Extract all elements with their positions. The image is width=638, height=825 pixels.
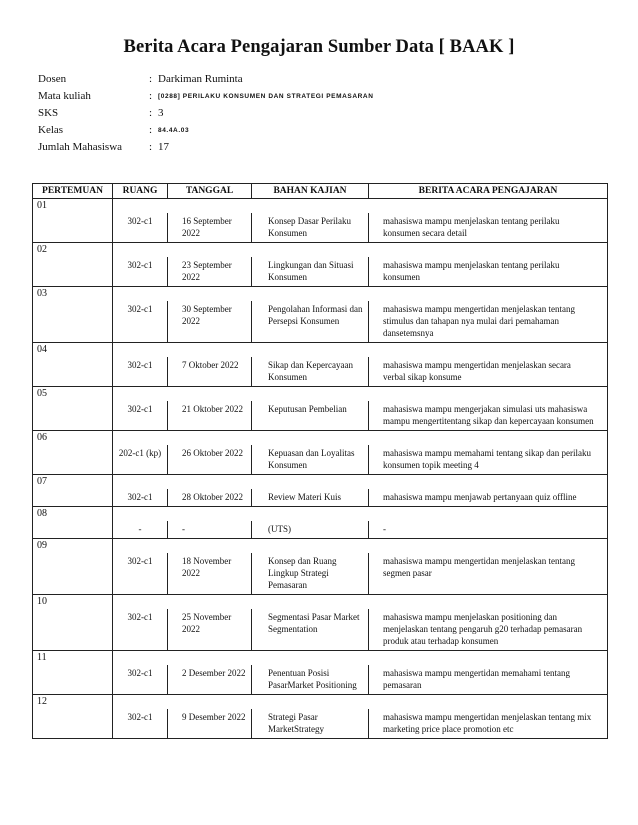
meeting-number-row <box>33 287 608 302</box>
header-ruang: RUANG <box>113 184 168 199</box>
cell-pertemuan <box>33 521 113 539</box>
meeting-number: 09 <box>33 539 113 554</box>
cell-ruang: 302-c1 <box>113 489 168 507</box>
cell-pertemuan <box>33 709 113 739</box>
cell-tanggal: 26 Oktober 2022 <box>168 445 252 475</box>
info-value: [0288] PERILAKU KONSUMEN DAN STRATEGI PEMASARAN <box>158 93 374 100</box>
cell-berita-acara: mahasiswa mampu mengertidan menjelaskan tentang stimulus dan tahapan nya mulai dari pemahaman dansetemsnya <box>369 301 608 343</box>
cell-ruang: 302-c1 <box>113 665 168 695</box>
meeting-number-spacer <box>113 431 608 446</box>
cell-tanggal: 9 Desember 2022 <box>168 709 252 739</box>
meeting-number-spacer <box>113 595 608 610</box>
table-row <box>33 521 608 539</box>
info-label: SKS <box>38 107 59 119</box>
meeting-number: 06 <box>33 431 113 446</box>
info-value: Darkiman Ruminta <box>158 73 243 85</box>
cell-berita-acara: mahasiswa mampu menjelaskan tentang perilaku konsumen <box>369 257 608 287</box>
meeting-number-row <box>33 343 608 358</box>
cell-berita-acara: mahasiswa mampu memahami tentang sikap dan perilaku konsumen topik meeting 4 <box>369 445 608 475</box>
cell-tanggal: 2 Desember 2022 <box>168 665 252 695</box>
table-row <box>33 357 608 387</box>
cell-bahan-kajian: Konsep dan Ruang Lingkup Strategi Pemasaran <box>252 553 369 595</box>
cell-bahan-kajian: Review Materi Kuis <box>252 489 369 507</box>
meeting-number-spacer <box>113 651 608 666</box>
cell-ruang: 302-c1 <box>113 301 168 343</box>
cell-ruang: 302-c1 <box>113 709 168 739</box>
header-pertemuan: PERTEMUAN <box>33 184 113 199</box>
cell-ruang: 302-c1 <box>113 257 168 287</box>
cell-tanggal: - <box>168 521 252 539</box>
cell-pertemuan <box>33 357 113 387</box>
info-label: Kelas <box>38 124 64 136</box>
cell-tanggal: 7 Oktober 2022 <box>168 357 252 387</box>
cell-tanggal: 25 November 2022 <box>168 609 252 651</box>
table-row <box>33 301 608 343</box>
cell-pertemuan <box>33 489 113 507</box>
cell-bahan-kajian: (UTS) <box>252 521 369 539</box>
teaching-record-table <box>32 183 608 739</box>
meeting-number-spacer <box>113 695 608 710</box>
cell-berita-acara: mahasiswa mampu menjawab pertanyaan quiz offline <box>369 489 608 507</box>
cell-bahan-kajian: Sikap dan Kepercayaan Konsumen <box>252 357 369 387</box>
meeting-number-spacer <box>113 539 608 554</box>
cell-berita-acara: mahasiswa mampu menjelaskan tentang perilaku konsumen secara detail <box>369 213 608 243</box>
meeting-number-spacer <box>113 243 608 258</box>
cell-bahan-kajian: Pengolahan Informasi dan Persepsi Konsumen <box>252 301 369 343</box>
cell-bahan-kajian: Keputusan Pembelian <box>252 401 369 431</box>
cell-berita-acara: mahasiswa mampu mengertidan menjelaskan tentang segmen pasar <box>369 553 608 595</box>
cell-pertemuan <box>33 213 113 243</box>
meeting-number-spacer <box>113 199 608 214</box>
cell-tanggal: 18 November 2022 <box>168 553 252 595</box>
meeting-number: 03 <box>33 287 113 302</box>
meeting-number-row <box>33 651 608 666</box>
cell-pertemuan <box>33 445 113 475</box>
meeting-number: 01 <box>33 199 113 214</box>
cell-ruang: 302-c1 <box>113 401 168 431</box>
cell-tanggal: 28 Oktober 2022 <box>168 489 252 507</box>
meeting-number: 08 <box>33 507 113 522</box>
meeting-number-spacer <box>113 343 608 358</box>
cell-bahan-kajian: Segmentasi Pasar Market Segmentation <box>252 609 369 651</box>
info-colon: : <box>149 141 153 153</box>
cell-bahan-kajian: Strategi Pasar MarketStrategy <box>252 709 369 739</box>
cell-ruang: - <box>113 521 168 539</box>
cell-berita-acara: - <box>369 521 608 539</box>
table-row <box>33 665 608 695</box>
info-label: Mata kuliah <box>38 90 91 102</box>
cell-bahan-kajian: Penentuan Posisi PasarMarket Positioning <box>252 665 369 695</box>
cell-berita-acara: mahasiswa mampu menjelaskan positioning dan menjelaskan tentang pengaruh g20 terhadap pemasaran produk atau terhadap konsumen <box>369 609 608 651</box>
cell-berita-acara: mahasiswa mampu mengerjakan simulasi uts mahasiswa mampu mengertitentang sikap dan kepercayaan konsumen <box>369 401 608 431</box>
table-row <box>33 445 608 475</box>
meeting-number-row <box>33 507 608 522</box>
cell-tanggal: 21 Oktober 2022 <box>168 401 252 431</box>
cell-berita-acara: mahasiswa mampu mengertidan menjelaskan secara verbal sikap konsume <box>369 357 608 387</box>
cell-ruang: 302-c1 <box>113 213 168 243</box>
table-row <box>33 257 608 287</box>
cell-ruang: 302-c1 <box>113 609 168 651</box>
page-title: Berita Acara Pengajaran Sumber Data [ BAAK ] <box>123 37 515 57</box>
info-colon: : <box>149 73 153 85</box>
cell-pertemuan <box>33 301 113 343</box>
table-header-row <box>33 184 608 199</box>
table-row <box>33 213 608 243</box>
cell-tanggal: 30 September 2022 <box>168 301 252 343</box>
table-row <box>33 489 608 507</box>
cell-berita-acara: mahasiswa mampu mengertidan menjelaskan tentang mix marketing price place promotion etc <box>369 709 608 739</box>
info-label: Jumlah Mahasiswa <box>38 141 123 153</box>
header-tanggal: TANGGAL <box>168 184 252 199</box>
meeting-number-row <box>33 387 608 402</box>
meeting-number-row <box>33 243 608 258</box>
info-value: 17 <box>158 141 169 153</box>
meeting-number-spacer <box>113 507 608 522</box>
cell-pertemuan <box>33 609 113 651</box>
meeting-number: 05 <box>33 387 113 402</box>
info-label: Dosen <box>38 73 67 85</box>
cell-tanggal: 16 September 2022 <box>168 213 252 243</box>
table-row <box>33 401 608 431</box>
meeting-number: 02 <box>33 243 113 258</box>
cell-berita-acara: mahasiswa mampu mengertidan memahami tentang pemasaran <box>369 665 608 695</box>
table-row <box>33 709 608 739</box>
meeting-number-row <box>33 199 608 214</box>
meeting-number-spacer <box>113 287 608 302</box>
meeting-number-row <box>33 695 608 710</box>
meeting-number-spacer <box>113 475 608 490</box>
cell-pertemuan <box>33 257 113 287</box>
header-berita-acara: BERITA ACARA PENGAJARAN <box>369 184 608 199</box>
meeting-number: 12 <box>33 695 113 710</box>
cell-bahan-kajian: Lingkungan dan Situasi Konsumen <box>252 257 369 287</box>
meeting-number: 07 <box>33 475 113 490</box>
table-row <box>33 553 608 595</box>
cell-ruang: 202-c1 (kp) <box>113 445 168 475</box>
meeting-number-spacer <box>113 387 608 402</box>
info-value: 3 <box>158 107 164 119</box>
meeting-number-row <box>33 595 608 610</box>
cell-bahan-kajian: Kepuasan dan Loyalitas Konsumen <box>252 445 369 475</box>
info-value: 84.4A.03 <box>158 127 190 134</box>
cell-pertemuan <box>33 665 113 695</box>
header-bahan-kajian: BAHAN KAJIAN <box>252 184 369 199</box>
cell-tanggal: 23 September 2022 <box>168 257 252 287</box>
info-colon: : <box>149 107 153 119</box>
meeting-number: 10 <box>33 595 113 610</box>
cell-ruang: 302-c1 <box>113 357 168 387</box>
meeting-number-row <box>33 475 608 490</box>
cell-ruang: 302-c1 <box>113 553 168 595</box>
info-colon: : <box>149 124 153 136</box>
meeting-number-row <box>33 431 608 446</box>
info-colon: : <box>149 90 153 102</box>
meeting-number: 04 <box>33 343 113 358</box>
table-row <box>33 609 608 651</box>
cell-bahan-kajian: Konsep Dasar Perilaku Konsumen <box>252 213 369 243</box>
cell-pertemuan <box>33 553 113 595</box>
meeting-number: 11 <box>33 651 113 666</box>
meeting-number-row <box>33 539 608 554</box>
cell-pertemuan <box>33 401 113 431</box>
